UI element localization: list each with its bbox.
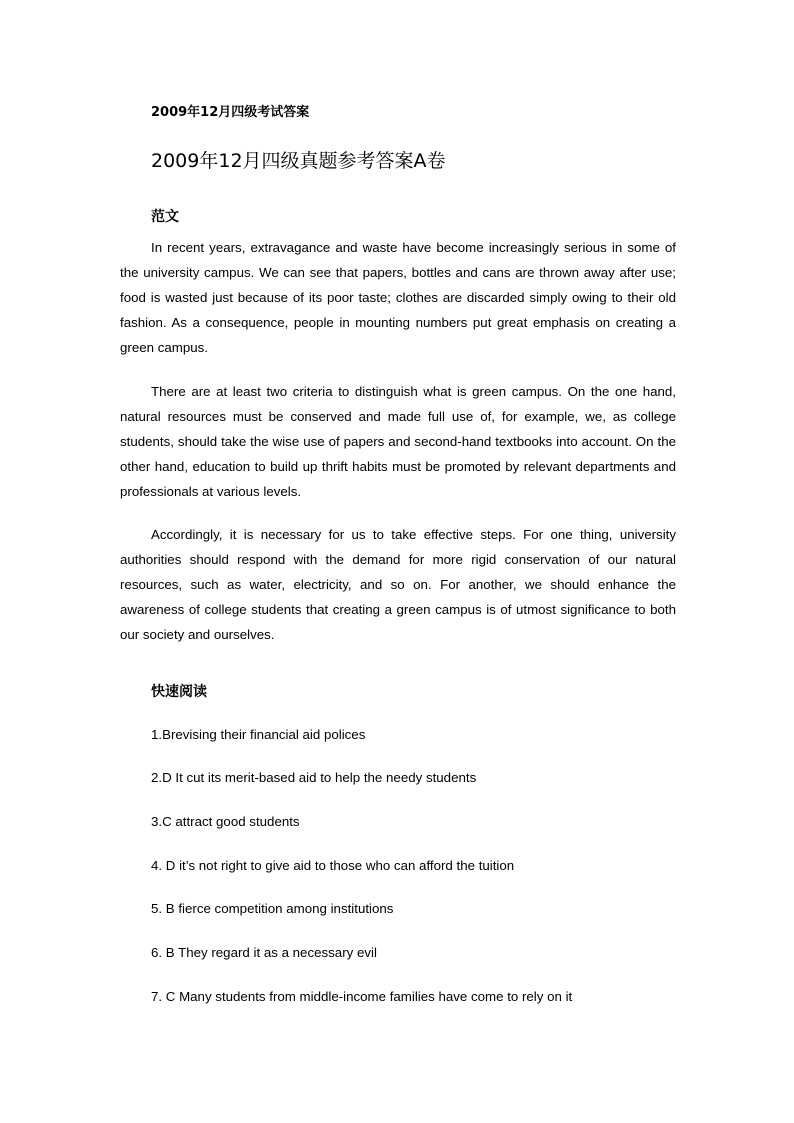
answer-item-1: 1.Brevising their financial aid polices	[151, 727, 366, 742]
answer-item-6: 6. B They regard it as a necessary evil	[151, 945, 377, 960]
answer-item-2: 2.D It cut its merit-based aid to help the needy students	[151, 770, 477, 785]
answer-item-4: 4. D it’s not right to give aid to those who can afford the tuition	[151, 858, 515, 873]
answer-key-title: 2009年12月四级真题参考答案A卷	[151, 150, 446, 172]
essay-paragraph-1: In recent years, extravagance and waste have become increasingly serious in some of the university campus. We can see that papers, bottles and cans are thrown away after use; food is wasted just because of its poor taste; clothes are discarded simply owing to their old fashion. As a consequence, people in mounting numbers put great emphasis on creating a green campus.	[120, 240, 676, 355]
essay-heading: 范文	[151, 209, 179, 225]
answer-item-5: 5. B fierce competition among institutions	[151, 901, 394, 916]
document-title: 2009年12月四级考试答案	[151, 105, 310, 120]
essay-paragraph-3: Accordingly, it is necessary for us to take effective steps. For one thing, university authorities should respond with the demand for more rigid conservation of our natural resources, such as water, electricity, and so on. For another, we should enhance the awareness of college students that creating a green campus is of utmost significance to both our society and ourselves.	[120, 527, 676, 642]
fast-reading-heading: 快速阅读	[151, 684, 207, 700]
answer-item-3: 3.C attract good students	[151, 814, 300, 829]
essay-paragraph-2: There are at least two criteria to distinguish what is green campus. On the one hand, natural resources must be conserved and made full use of, for example, we, as college students, should take the wise use of papers and second-hand textbooks into account. On the other hand, education to build up thrift habits must be promoted by relevant departments and professionals at various levels.	[120, 384, 676, 499]
answer-item-7: 7. C Many students from middle-income families have come to rely on it	[151, 989, 573, 1004]
